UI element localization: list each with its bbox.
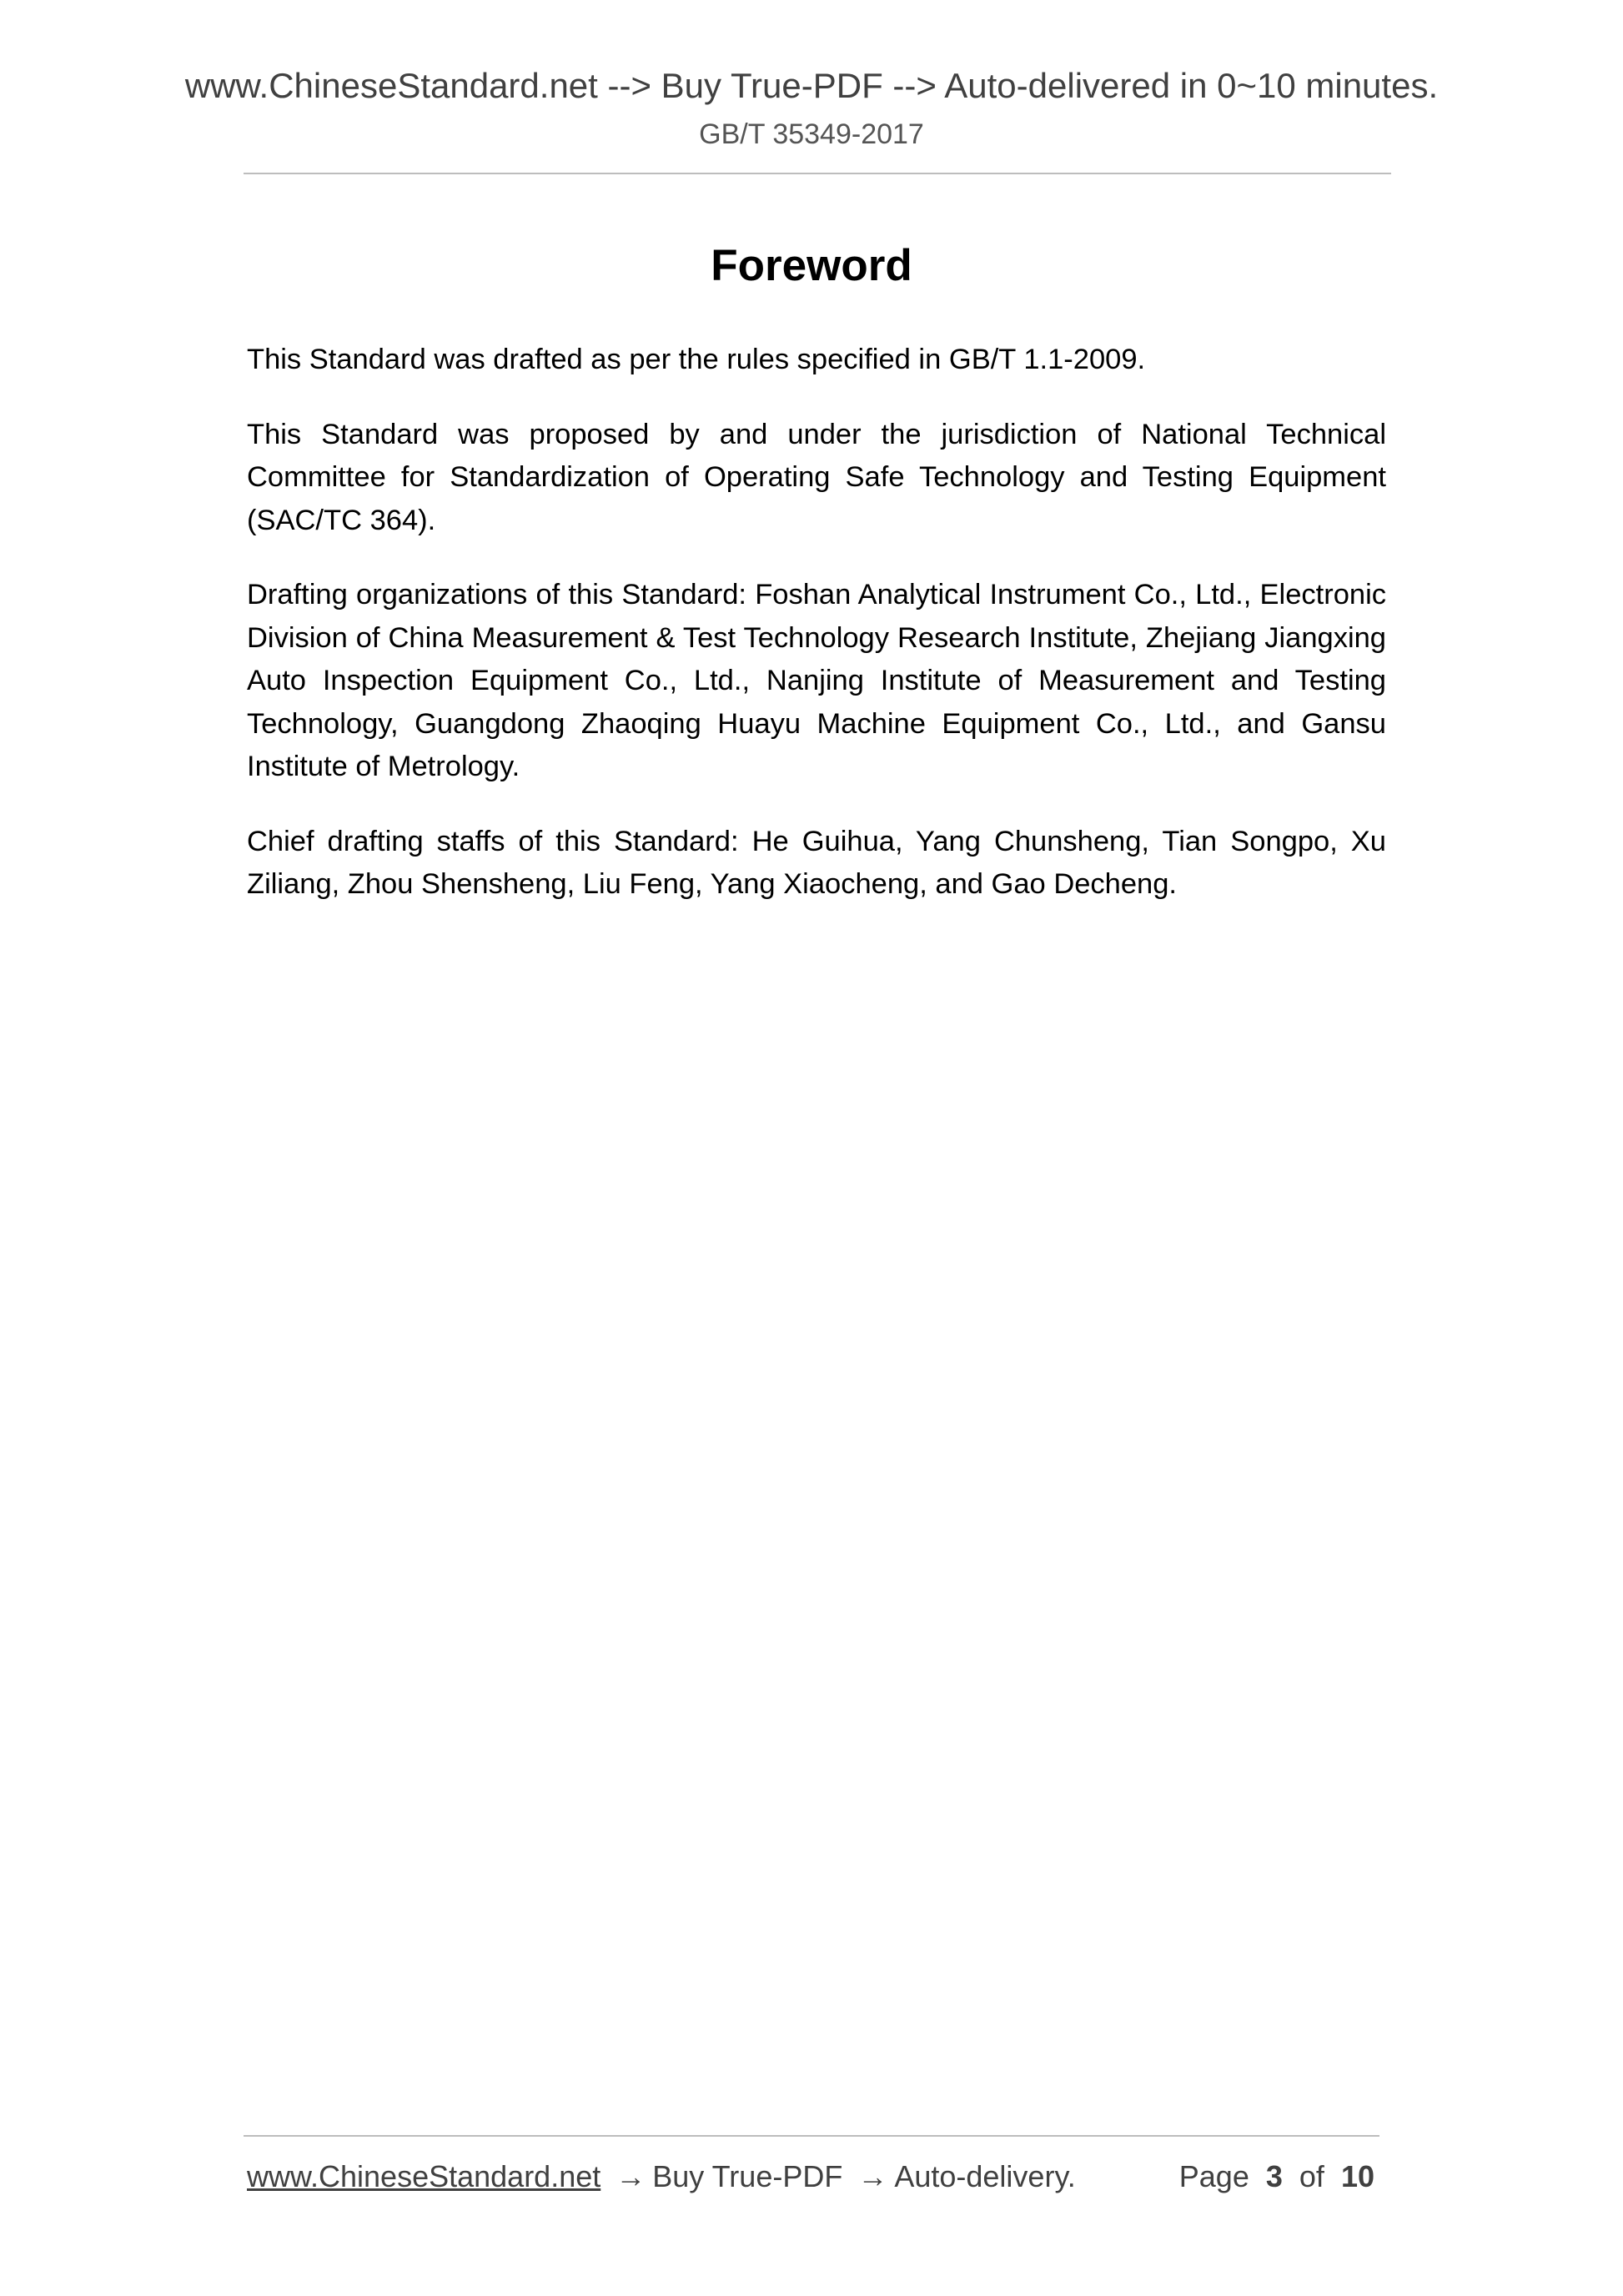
header-divider [244, 173, 1391, 174]
standard-code: GB/T 35349-2017 [699, 118, 924, 150]
footer-site-link[interactable]: www.ChineseStandard.net [247, 2159, 601, 2193]
page-current: 3 [1265, 2159, 1283, 2193]
arrow-right-icon: → [857, 2159, 888, 2193]
page-total: 10 [1340, 2159, 1374, 2193]
paragraph-drafting-organizations: Drafting organizations of this Standard: Foshan Analytical Instrument Co., Ltd., Electronic Division of China Measurement & Test Technology Research Institute, Zhejiang Jiangxing Auto Inspection Equipment Co., Ltd., Nanjing Institute of Measurement and Testing Technology, Guangdong Zhaoqing Huayu Machine Equipment Co., Ltd., and Gansu Institute of Metrology. [247, 579, 1386, 782]
foreword-body [247, 339, 1386, 938]
arrow-right-icon: → [616, 2159, 646, 2193]
paragraph-drafting-rules: This Standard was drafted as per the rules specified in GB/T 1.1-2009. [247, 344, 1146, 375]
header-banner: www.ChineseStandard.net --> Buy True-PDF --> Auto-delivered in 0~10 minutes. [184, 66, 1439, 105]
of-label: of [1299, 2159, 1324, 2193]
footer-delivery-text: Auto-delivery. [894, 2159, 1076, 2193]
page-label: Page [1178, 2159, 1249, 2193]
footer-promo [247, 2156, 1076, 2198]
page-number [1179, 2156, 1374, 2198]
footer-buy-text: Buy True-PDF [652, 2159, 843, 2193]
paragraph-chief-drafting-staffs: Chief drafting staffs of this Standard: He Guihua, Yang Chunsheng, Tian Songpo, Xu Ziliang, Zhou Shensheng, Liu Feng, Yang Xiaocheng, and Gao Decheng. [247, 825, 1386, 900]
footer [247, 2156, 1379, 2198]
footer-divider [244, 2135, 1379, 2137]
paragraph-proposed-by: This Standard was proposed by and under the jurisdiction of National Technical Committee for Standardization of Operating Safe Technology and Testing Equipment (SAC/TC 364). [247, 418, 1386, 536]
page-title: Foreword [711, 241, 912, 290]
